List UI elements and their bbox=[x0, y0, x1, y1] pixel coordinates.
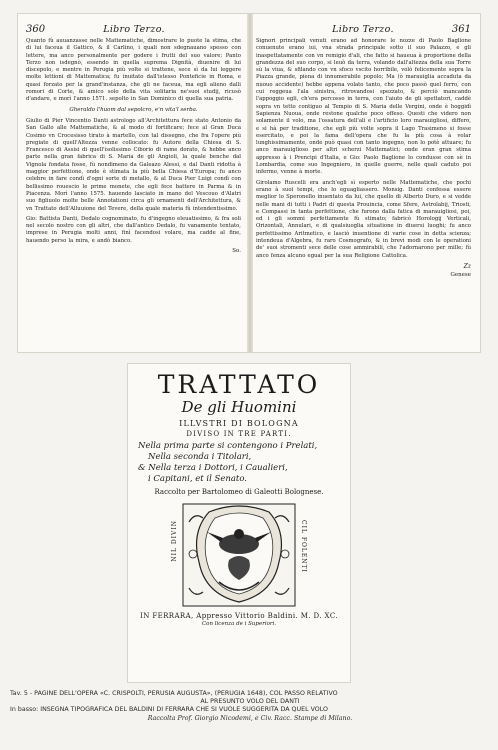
left-page bbox=[26, 24, 241, 346]
right-page bbox=[256, 24, 471, 346]
title-page-license: Con licenza de i Superiori. bbox=[201, 621, 277, 627]
right-paragraph: Signori principali venuti erano ad honorare le nozze di Paolo Baglione conuenute erano iui, vna strada principale sotto il suo Palazzo, e gli inaspettatamente con vn remigio d'ali, che fatto si haueua à proportione della grandezza del suo corpo, si leuò da terra, volando dall'altezza della sua Torre sù la viua, & sfilando con vn sfoco vscito horribile, volò felicemente sopra la Piazza grande, piena di innumerabile popolo; Ma (ò marauiglia accaduta da nuouo accidente) hebbe appena volato tanto, che poco passò quel ferro, con cui reggeua l'ala sinistra, ritrovandosi spezzato, & perciò mancando l'appoggio egli, ch'era percosso in terra, con l'aiuto de gli spettatori, caddè sopra vn tetto contiguo al Tempio di S. Maria delle Vergini, onde è hoggidì Sapienza Nuoua, onde restone qualche poco offeso. Questi che videro non solamente il volo, ma l'ossatura dell'ali e l'artificio loro marauigliosi, differo, e si hà per traditione, che egli più volte sopra il Lago Trasimeno si fosse esercitato, e poi la fama dell'opera che fu la più cosa à volar lunghissimamente, onde può quasi con tanto ingegno, non lo potè attuare; fu anco marauiglioso per altri scherzi Mattematici; onde eran gran stima appresso à i Prencipi d'Italia, e Gio: Paolo Baglione lo condusse con sè in Lombardia, come suo Ingegniero, in quelle guerre, nelle quali caduto poi infermo, venne à morte. bbox=[256, 38, 471, 176]
title-page-imprint: IN FERRARA, Appresso Vittorio Baldini. M. D. XC. bbox=[140, 612, 338, 620]
title-page-part: & Nella terza i Dottori, i Caualieri, bbox=[138, 463, 288, 473]
right-running-head bbox=[256, 24, 471, 36]
left-paragraph: Giulio di Pier Vincentio Danti astrologo all'Architettura fece stato Antonio da San Gallo alle Mattematiche, & al modo di fortificare; fece al Gran Duca Cosimo vn Crocesisso tirato à martello, con tal dissegno, che fra l'opere più pregiate di quell'Altezza venne collocato: fu Autore della Chiesa di S. Francesco di Assisi di quell'isolissimo Ciborio di rame dorato, & hebbe anco parte nella gran fabrica di S. Maria de gli Angioli, la quale benche dal Vignola fondata fosse, fù nondimeno da Galeazo Alessi, e dal Danti ridotta à maggior perfettione, onde è stimata la più bella Chiesa d'Europa; fu anco celebre in fare condì d'ogni sorte di metallo, & al Duca Pier Luigi condì con bellissimo rouescio le prime monete, che egli fece battere in Parma & in Piacenza. Morì l'anno 1575. hauendo lasciato in mano del Vescouo d'Alatri suo figliuolo molte belle Annotationi circa gli ornamenti dell'Architettura, & vn Trattato dell'Alluuione del Tevere, della quale materia fù intendentissimo. bbox=[26, 117, 241, 212]
left-epitaph: Gheraldo l'huom dal sepolcro, e'n vita'l serba. bbox=[69, 106, 198, 113]
left-catchword: So. bbox=[232, 248, 241, 255]
printer-device-emblem bbox=[169, 502, 309, 608]
caption-line: AL PRESUNTO VOLO DEL DANTI bbox=[200, 698, 300, 706]
title-page-subtitle: De gli Huomini bbox=[181, 398, 297, 416]
right-signature: Zz bbox=[463, 262, 471, 270]
book-spread bbox=[18, 14, 480, 352]
emblem-motto-right: CIL FOLENTI bbox=[300, 520, 307, 573]
left-running-head bbox=[26, 24, 241, 36]
right-head-title: Libro Terzo. bbox=[332, 24, 394, 35]
emblem-motto-left: NIL DIVIN bbox=[171, 520, 178, 562]
title-page-part: Nella seconda i Titolari, bbox=[148, 452, 252, 462]
caption-line: In basso: INSEGNA TIPOGRAFICA DEL BALDINI DI FERRARA CHE SI VUOLE SUGGERITA DA QUEL VOLO bbox=[10, 706, 328, 714]
title-page-city: ILLVSTRI DI BOLOGNA bbox=[179, 419, 299, 428]
right-page-number: 361 bbox=[451, 24, 471, 35]
right-paragraph: Girolamo Ruscelli era anch'egli sì esperto nelle Mattematiche, che pochi erano à suoi tempi, che lo eguagliassero. Monsig. Danti confessa essere meglior lo Speronello inuentato da lui, che quello di Alberto Duro, e si vedde nelle mani di tutti i Padri di questa Prouincia, come Sfere, Astrolabij, Triosti, e Compassi in tanta perfettione, che furono dalla fatica di marauigliosi, poi, ed i gli sommi perfettamente fù stimato; fabricò Horologij Verticali, Orizontali, Annulari, e di qualsiuoglia situatione in diuersi luoghi; fu anco perfettissimo Aritmetico, e lasciò inuentione di varie cose in detta scienza; intendeua d'Algebra, fu raro Cosmografo, & in brevi modi con le operationi de' suoi stromenti sece delle cose ammirabili, che l'adornarono per mille; fù anco fenza alcuno egual per la sua Religione Cattolica. bbox=[256, 179, 471, 259]
left-page-number: 360 bbox=[26, 24, 46, 35]
left-head-title: Libro Terzo. bbox=[103, 24, 165, 35]
title-page bbox=[128, 364, 350, 682]
title-page-title: TRATTATO bbox=[157, 370, 321, 399]
printer-device-svg bbox=[169, 502, 309, 608]
title-page-parts bbox=[128, 441, 350, 485]
left-paragraph: Gio: Battista Danti, Dedalo cognominato, fu d'ingegno eleuatissimo, & fra soli nel secolo nostro con gli altri, che dall'antico Dedalo, fu vanamente tentato, imprese in Perugia molti anni, finì facendosi volare, ma cadde al fine, hauendo perso la mira, e andò bianco. bbox=[26, 215, 241, 244]
title-page-division: DIVISO IN TRE PARTI. bbox=[186, 430, 292, 438]
caption-credit: Raccolta Prof. Giorgio Nicodemi, e Civ. Racc. Stampe di Milano. bbox=[147, 714, 353, 722]
left-paragraph: Quanto fù auuanzasse nelle Mattematiche, dimostrare lo puote la stima, che di lui faceua il Gattico, & il Carlino, i quali non sdegnauano spesso con lettere, ma anco personalmente per godere i frutti del suo valore; Panto Terzo non isdegnò, essendo in quella suprema Dignità, diuenire di lui discepolo, e mentre in Perugia più volte si trattene, sece sì da lui leggere molte lettioni di Mattematica; fu inuitato dall'istesso Ponteficie in Roma, e quasi forzato per la grand'instanza, che gli ne faceua, ma egli alieno dalli romori di Corte, & amico solo della vita solitaria ne'suoi studij, ricusò d'andare, e morì l'anno 1571. sepolto in San Dominico di quella sua patria. bbox=[26, 38, 241, 103]
plate-caption bbox=[10, 690, 490, 723]
title-page-compiler: Raccolto per Bartolomeo di Galeotti Bolognese. bbox=[154, 488, 324, 496]
title-page-part: Nella prima parte si contengono i Prelati, bbox=[138, 441, 318, 451]
title-page-part: i Capitani, et il Senato. bbox=[148, 474, 247, 484]
caption-line: Tav. 5 - PAGINE DELL'OPERA «C. CRISPOLTI, PERUSIA AUGUSTA», (PERUGIA 1648), COL PASSO RELATIVO bbox=[10, 690, 338, 697]
book-gutter bbox=[247, 14, 253, 352]
right-catchword: Genese bbox=[450, 272, 471, 279]
